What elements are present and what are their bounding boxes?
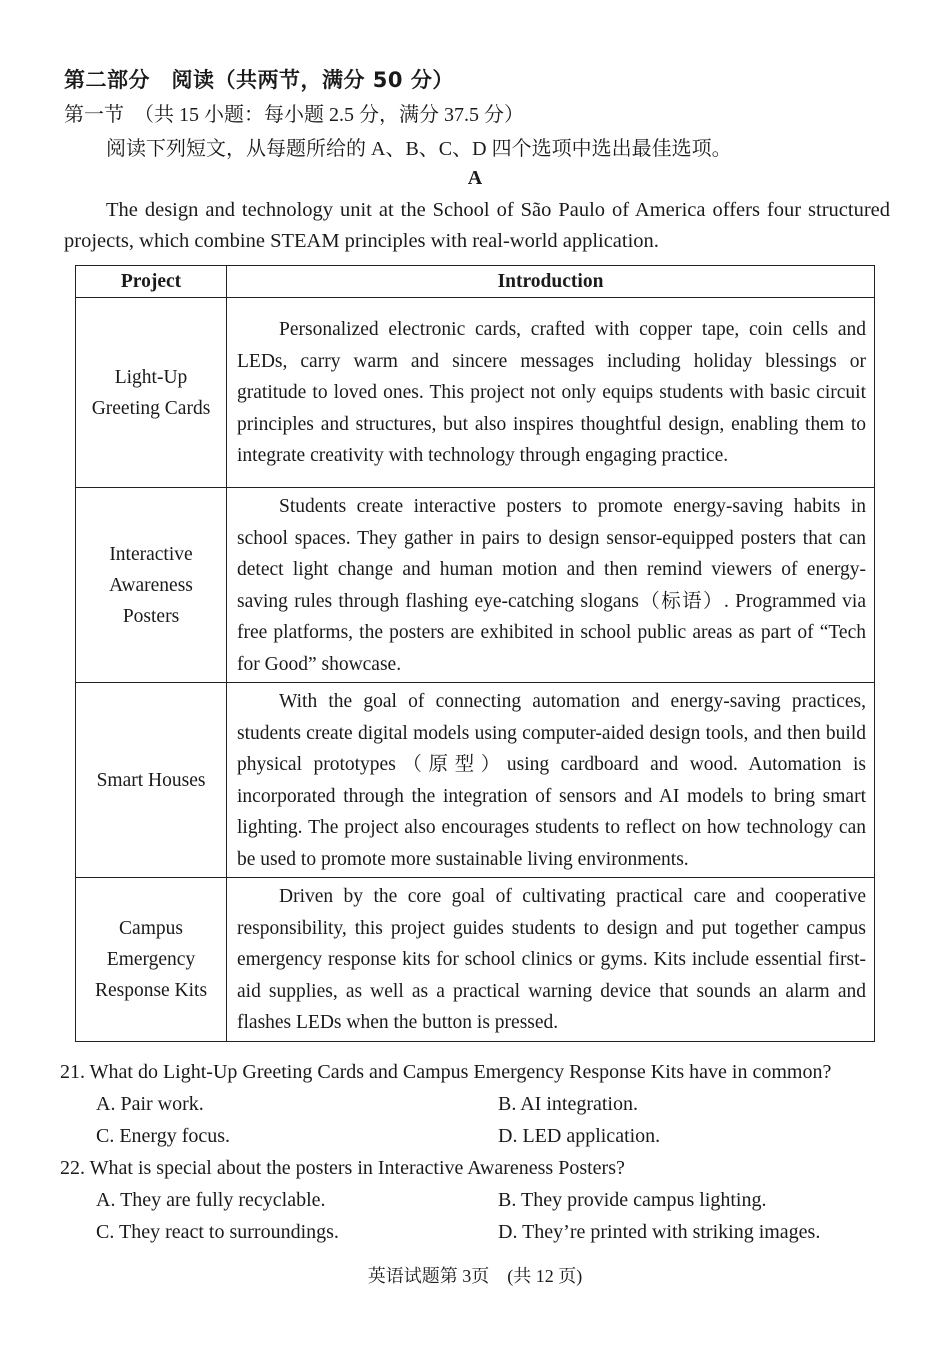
project-intro-text: Students create interactive posters to promote energy-saving habits in school spaces. They gather in pairs to design sensor-equipped posters that can detect light change and human motion and then remind viewers of energy-saving rules through flashing eye-catching slogans（标语）. Programmed via free platforms, the posters are exhibited in school public areas as part of “Tech for Good” showcase. <box>237 496 866 675</box>
table-row <box>76 488 875 683</box>
project-name <box>76 488 227 683</box>
passage-intro: The design and technology unit at the School of São Paulo of America offers four structured projects, which combine STEAM principles with real-world application. <box>64 199 890 252</box>
project-intro <box>227 298 875 488</box>
table-row <box>76 683 875 878</box>
option-a: A. Pair work. <box>96 1093 204 1115</box>
project-intro-text: With the goal of connecting automation and energy-saving practices, students create digital models using computer-aided design tools, and then build physical prototypes（原型）using cardboard and wood. Automation is incorporated through the integration of sensors and AI models to bring smart lighting. The project also encourages students to reflect on how technology can be used to promote more sustainable living environments. <box>237 691 866 870</box>
option-c: C. They react to surroundings. <box>96 1221 339 1243</box>
option-b: B. They provide campus lighting. <box>498 1189 767 1211</box>
project-name-text: Campus Emergency Response Kits <box>94 917 208 1001</box>
option-d: D. LED application. <box>498 1125 661 1147</box>
header-introduction: Introduction <box>227 266 875 298</box>
option-b: B. AI integration. <box>498 1093 638 1115</box>
question-stem: 21. What do Light-Up Greeting Cards and Campus Emergency Response Kits have in common? <box>60 1061 832 1083</box>
question-stem: 22. What is special about the posters in Interactive Awareness Posters? <box>60 1157 625 1179</box>
instruction: 阅读下列短文，从每题所给的 A、B、C、D 四个选项中选出最佳选项。 <box>106 138 732 160</box>
project-name <box>76 298 227 488</box>
project-intro-text: Driven by the core goal of cultivating practical care and cooperative responsibility, this project guides students to design and put together campus emergency response kits for school clinics or gyms. Kits include essential first-aid supplies, as well as a practical warning device that sounds an alarm and flashes LEDs when the button is pressed. <box>237 886 866 1033</box>
option-row <box>60 1088 900 1120</box>
table-header-row <box>76 266 875 298</box>
project-intro <box>227 683 875 878</box>
section-title: 第二部分 阅读（共两节，满分 50 分） <box>64 68 454 92</box>
option-row <box>60 1120 900 1152</box>
project-name <box>76 683 227 878</box>
option-row <box>60 1184 900 1216</box>
subsection-title: 第一节 （共 15 小题：每小题 2.5 分，满分 37.5 分） <box>64 104 524 126</box>
project-name <box>76 878 227 1042</box>
questions <box>60 1056 900 1248</box>
project-intro-text: Personalized electronic cards, crafted with copper tape, coin cells and LEDs, carry warm and sincere messages including holiday blessings or gratitude to loved ones. This project not only equips students with basic circuit principles and structures, but also inspires thoughtful design, enabling them to integrate creativity with technology through engaging practice. <box>237 319 866 467</box>
table-row <box>76 878 875 1042</box>
project-name-text: Smart Houses <box>96 769 206 791</box>
project-name-text: Interactive Awareness Posters <box>109 543 193 627</box>
option-d: D. They’re printed with striking images. <box>498 1221 821 1243</box>
option-c: C. Energy focus. <box>96 1125 231 1147</box>
project-intro <box>227 488 875 683</box>
header-project: Project <box>76 266 227 298</box>
project-table <box>75 265 875 1042</box>
passage-letter: A <box>467 167 483 189</box>
project-name-text: Light-Up Greeting Cards <box>91 366 211 419</box>
page-footer: 英语试题第 3页 (共 12 页) <box>367 1266 583 1286</box>
table-row <box>76 298 875 488</box>
option-a: A. They are fully recyclable. <box>96 1189 326 1211</box>
project-intro <box>227 878 875 1042</box>
option-row <box>60 1216 900 1248</box>
